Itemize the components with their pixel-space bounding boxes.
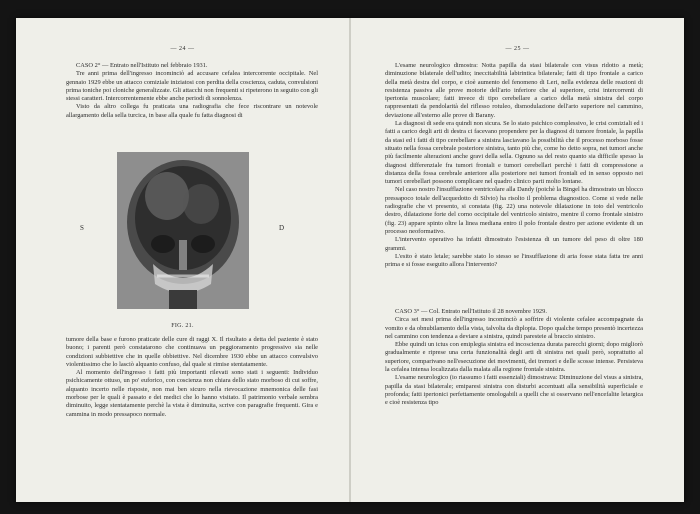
paragraph: L'esito è stato letale; sarebbe stato lo stesso se l'insufflazione di aria fosse stata fatta tre anni prima e si fosse eseguito allora l'intervento? xyxy=(385,252,643,269)
paragraph: Tre anni prima dell'ingresso incominciò ad accusare cefalea intercorrente occipitale. Nel gennaio 1929 ebbe un attacco comiziale iniziatosi con perdita della coscienza, caduta, convulsioni prima toniche poi cloniche generalizzate. Gli attacchi non frequenti si ripeterono in seguito con gli stessi caratteri. Intercorrentemente ebbe anche periodi di sonnolenza. xyxy=(66,70,318,103)
paragraph: tumore della base e furono praticate delle cure di raggi X. Il risultato a detta del paziente è stato buono; i parenti però constatarono che continuava un peggioramento progressivo sia nelle condizioni subbiettive che in quelle obbiettive. Nel dicembre 1930 ebbe un attacco convulsivo violentissimo che lo lasciò alquanto confuso, dal quale si rimise stentatamente. xyxy=(66,336,318,368)
right-page xyxy=(351,18,684,502)
text-block-case-3 xyxy=(385,308,643,408)
xray-figure xyxy=(117,152,249,309)
paragraph: CASO 2° — Entrato nell'Istituto nel febbraio 1931. xyxy=(76,62,208,69)
paragraph: L'esame neurologico (io riassumo i fatti essenziali) dimostrava: Diminuzione del visus a sinistra, papilla da stasi bilaterale; emiparesi sinistra con disturbi accentuati alla sensibilità superficiale e profonda; fatti ipertonici perfettamente omologabili a quelli che si osservano nell'encefalite letargica e cioè resistenza tipo xyxy=(385,374,643,407)
paragraph: Nel caso nostro l'insufflazione ventricolare alla Dandy (poichè la Bingel ha dimostrato un blocco pressapoco totale dell'acquedotto di Silvio) ha risolto il problema diagnostico. Come si vede nelle radiografie che vi presento, si constata (fig. 22) una notevole dilatazione in toto del ventricolo destro, dilatazione forte del corno occipitale del ventricolo sinistro, mentre il corno frontale sinistro (fig. 23) appare spinto oltre la linea mediana entro il polo frontale destro per azione evidente di un processo neoformativo. xyxy=(385,186,643,235)
page-number: — 25 — xyxy=(505,46,530,52)
paragraph: Visto da altro collega fu praticata una radiografia che fece riscontrare un notevole allargamento della sella turcica, in base alla quale fu fatta diagnosi di xyxy=(66,103,318,119)
left-page xyxy=(16,18,349,502)
book-spread xyxy=(16,18,684,502)
skull-radiograph-image xyxy=(117,152,249,309)
text-block-bottom xyxy=(66,336,318,419)
text-block-case-2-continued xyxy=(385,62,643,269)
paragraph: La diagnosi di sede era quindi non sicura. Se lo stato psichico complessivo, le crisi comiziali ed i fatti a carico degli arti di destra ci facevano propendere per la diagnosi di tumore frontale, la papilla da stasi ed i fatti di tipo cerebellare a sinistra lasciavano la possibilità che il processo morboso fosse situato nella fossa cerebrale posteriore sinistra, tanto più che, come ho detto sopra, nei tumori anche più facilmente alterazioni anche gravi della sella. Ognuno sa del resto quanto sia difficile spesso la diagnosi differenziale fra tumori frontali e tumori cerebellari perchè i fatti di compressione a distanza della fossa cerebrale anteriore alla posteriore nei tumori frontali ed in senso opposto nei tumori cerebellari possono complicare nel quadro clinico parti molto lontane. xyxy=(385,120,643,186)
text-block-top xyxy=(66,62,318,120)
paragraph: CASO 3° — Col. Entrato nell'Istituto il 28 novembre 1929. xyxy=(395,308,547,315)
figure-caption: FIG. 21. xyxy=(171,323,194,329)
paragraph: Ebbe quindi un ictus con emiplegia sinistra ed incoscienza durata parecchi giorni; dopo migliorò gradualmente e riprese una certa funzionalità degli arti di sinistra nei quali però, soprattutto al superiore, comparivano nell'esecuzione dei movimenti, dei tremori e delle scosse intense. Persisteva la cefalea intensa localizzata dalla malata alla regione frontale sinistra. xyxy=(385,341,643,374)
page-number: — 24 — xyxy=(170,46,195,52)
paragraph: L'esame neurologico dimostra: Notta papilla da stasi bilaterale con visus ridotto a metà; diminuzione bilaterale dell'udito; ineccitabilità labirintica bilaterale; fatti di tipo frontale a carico della metà destra del corpo, e cioè aumento del fenomeno di Leri, nella evidenza delle reazioni di resistenza passiva alle prove motorie dell'arto inferiore che al superiore, crisi intercorrenti di ipertonia muscolare; fatti invece di tipo cerebellare a carico della metà sinistra del corpo rappresentati da pendolarità del riflesso rotuleo, dismodulazione dell'arto superiore nel cammino, deviazione all'esterno alle prove di Barany. xyxy=(385,62,643,119)
paragraph: Al momento dell'ingresso i fatti più importanti rilevati sono stati i seguenti: Individuo psichicamente ottuso, un po' euforico, con coscienza non chiara dello stato morboso di cui soffre, alquanto incerto nelle risposte, non mai ben sicuro nella rievocazione mnemonica delle fasi morbose per le quali è passato e dei medici che lo hanno visitato. Il patrimonio verbale sembra diminuito, legge stentatamente perchè la vista è diminuita, scrive con paragrafie frequenti. Gira e cammina in modo pressapoco normale. xyxy=(66,369,318,418)
label-d: D xyxy=(279,224,285,232)
paragraph: Circa sei mesi prima dell'ingresso incominciò a soffrire di violente cefalee accompagnate da vomito e da obnubilamento della vista, talvolta da diplopia. Dopo qualche tempo presentò incertezza nel cammino con tendenza a deviare a sinistra, quindi paresteie al braccio sinistro. xyxy=(385,316,643,340)
paragraph: L'intervento operativo ha infatti dimostrato l'esistenza di un tumore del peso di oltre 180 grammi. xyxy=(385,236,643,252)
label-s: S xyxy=(80,224,84,232)
